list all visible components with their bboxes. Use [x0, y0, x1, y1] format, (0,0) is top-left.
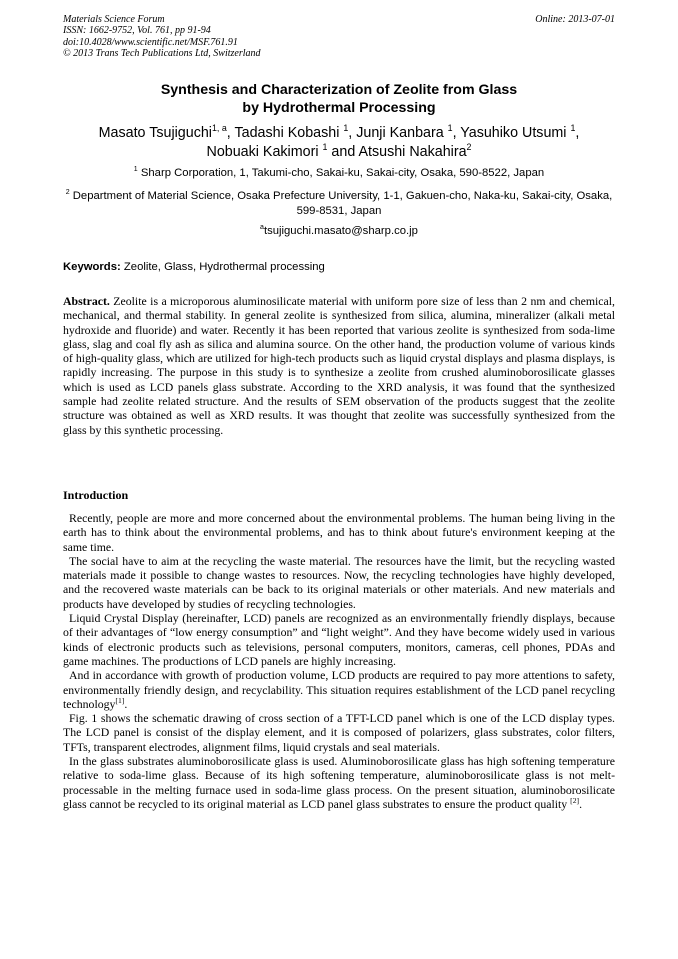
author-affil-mark: 1 [343, 123, 349, 134]
author-affil-mark: 1 [447, 123, 453, 134]
citation-ref[interactable]: [1] [115, 695, 125, 705]
author-affil-mark: 1, a [212, 123, 227, 134]
intro-paragraph-end: . [579, 796, 583, 811]
author-separator: and [327, 144, 359, 160]
author-separator: , [348, 125, 357, 141]
intro-paragraph: The social have to aim at the recycling the waste material. The resources have the limit, but the recycling wasted materials made it possible to change wastes to resources. Now, the recycling technologies have highly developed, and the recovered waste materials can be back to its original materials or other materials. And new materials and products have developed by studies of recycling technologies. [63, 553, 615, 611]
author-name: Masato Tsujiguchi [98, 125, 212, 141]
author-name: Junji Kanbara [356, 125, 448, 141]
author-name: Yasuhiko Utsumi [460, 125, 571, 141]
intro-paragraph [63, 668, 615, 711]
paper-title [63, 81, 615, 117]
online-date: Online: 2013-07-01 [535, 14, 615, 25]
journal-header [63, 14, 615, 59]
abstract-text: Zeolite is a microporous aluminosilicate material with uniform pore size of less than 2 nm and chemical, mechanical, and thermal stability. In general zeolite is synthesized from silica, alumina, mineralizer (alkali metal hydroxide and fluoride) and water. Recently it has been reported that various zeolite is synthesized from soda-lime glass, slag and coal fly ash as silica and alumina source. On the other hand, the production volume of various kinds of high-quality glass, which are utilized for high-tech products such as liquid crystal displays and plasma displays, is rapidly increasing. The purpose in this study is to synthesize a zeolite from crushed aluminoborosilicate glasses which is used as LCD panels glass substrate. According to the XRD analysis, it was found that the synthesized sample had zeolite related structure. And the results of SEM observation of the products suggest that the zeolite structure was obtained as well as XRD results. It was thought that zeolite was successfully synthesized from the glass by this synthetic processing. [63, 294, 615, 437]
intro-paragraph-end: . [124, 696, 128, 711]
affiliation-2 [63, 189, 615, 219]
affiliation-text: Sharp Corporation, 1, Takumi-cho, Sakai-ku, Sakai-city, Osaka, 590-8522, Japan [137, 167, 545, 179]
title-line-2: by Hydrothermal Processing [242, 100, 436, 116]
author-separator: , [575, 125, 580, 141]
author-name: Nobuaki Kakimori [206, 144, 323, 160]
email-address[interactable]: tsujiguchi.masato@sharp.co.jp [263, 225, 418, 237]
keywords [63, 260, 615, 275]
author-affil-mark: 1 [570, 123, 576, 134]
affiliation-number: 1 [133, 166, 138, 174]
abstract-label: Abstract. [63, 294, 110, 308]
intro-paragraph-text: In the glass substrates aluminoborosilicate glass is used. Aluminoborosilicate glass has high softening temperature relative to soda-lime glass. Because of its high softening temperature, aluminoborosilicate glass is not melt-processable in the melting furnace used in soda-lime glass process. On the present situation, aluminoborosilicate glass cannot be recycled to its original material as LCD panel glass substrates to ensure the product quality [63, 754, 615, 811]
corresponding-email [63, 224, 615, 239]
author-affil-mark: 2 [466, 142, 472, 153]
introduction-body [63, 511, 615, 811]
affiliation-number: 2 [65, 189, 70, 197]
keywords-label: Keywords: [63, 261, 121, 273]
author-separator: , [226, 125, 235, 141]
issn-line: ISSN: 1662-9752, Vol. 761, pp 91-94 [63, 25, 211, 37]
author-list [58, 124, 620, 162]
intro-paragraph: Fig. 1 shows the schematic drawing of cross section of a TFT-LCD panel which is one of the LCD display types. The LCD panel is consist of the display element, and it is composed of polarizers, glass substrates, color filters, TFTs, transparent electrodes, alignment films, liquid crystals and seal materials. [63, 711, 615, 754]
email-mark: a [260, 224, 264, 232]
author-affil-mark: 1 [322, 142, 328, 153]
introduction-heading: Introduction [63, 488, 129, 502]
intro-paragraph: Recently, people are more and more concerned about the environmental problems. The human being living in the earth has to think about the environmental problems, and has to think about future's environment keeping at the same time. [63, 511, 615, 554]
keywords-text: Zeolite, Glass, Hydrothermal processing [120, 261, 325, 273]
intro-paragraph: Liquid Crystal Display (hereinafter, LCD) panels are recognized as an environmentally friendly displays, because of their advantages of “low energy consumption” and “light weight”. And they have become widely used in various kinds of electronic products such as televisions, personal computers, monitors, cameras, cell phones, PDAs and game machines. The productions of LCD panels are highly increasing. [63, 611, 615, 668]
intro-paragraph-text: And in accordance with growth of production volume, LCD products are required to pay more attentions to safety, environmentally friendly design, and recyclability. This situation requires establishment of the LCD panel recycling technology [63, 668, 615, 711]
doi-line: doi:10.4028/www.scientific.net/MSF.761.91 [63, 36, 238, 48]
title-line-1: Synthesis and Characterization of Zeolite from Glass [160, 82, 518, 98]
affiliation-1 [63, 166, 615, 181]
copyright-line: © 2013 Trans Tech Publications Ltd, Switzerland [63, 47, 261, 59]
author-name: Atsushi Nakahira [358, 144, 467, 160]
affiliation-text: Department of Material Science, Osaka Prefecture University, 1-1, Gakuen-cho, Naka-ku, Sakai-city, Osaka, 599-8531, Japan [69, 190, 613, 217]
author-separator: , [452, 125, 461, 141]
author-name: Tadashi Kobashi [234, 125, 344, 141]
journal-name: Materials Science Forum [63, 14, 165, 25]
citation-ref[interactable]: [2] [570, 796, 580, 806]
intro-paragraph [63, 754, 615, 811]
abstract [63, 294, 615, 437]
